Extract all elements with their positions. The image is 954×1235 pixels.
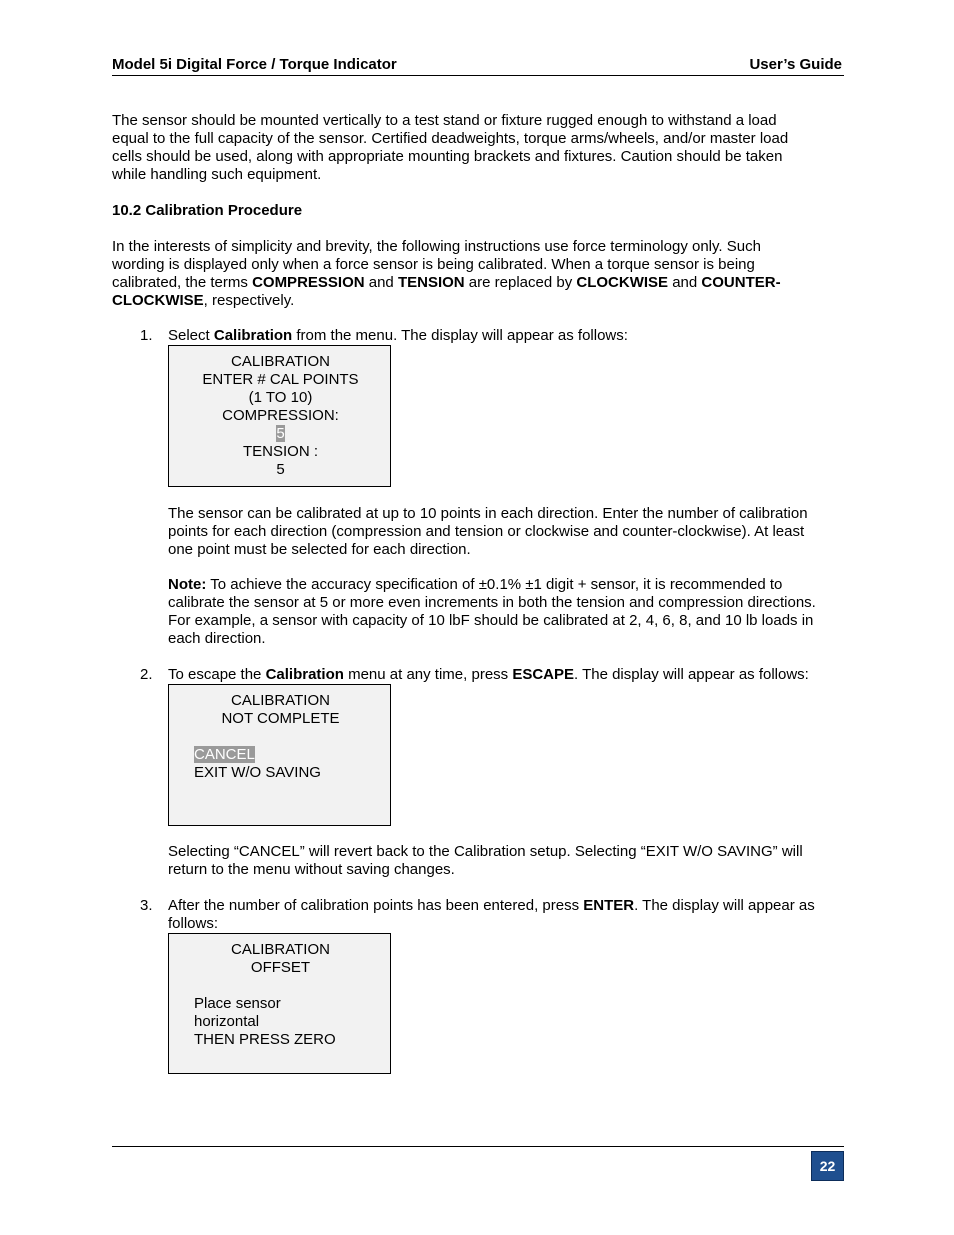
step-1-text: Select Calibration from the menu. The display will appear as follows: (168, 327, 628, 344)
exit-without-saving-option: EXIT W/O SAVING (194, 764, 321, 781)
guide-label: User’s Guide (749, 56, 842, 73)
tension-points-value: 5 (276, 461, 285, 478)
page-header (112, 56, 844, 74)
compression-points-value: 5 (276, 425, 285, 442)
page-number-badge: 22 (811, 1151, 844, 1181)
step-2-text: To escape the Calibration menu at any time, press ESCAPE. The display will appear as follows: (168, 666, 809, 683)
lcd-display-not-complete: CALIBRATION NOT COMPLETE CANCEL EXIT W/O SAVING (168, 684, 391, 826)
header-divider (112, 75, 844, 76)
step-1-description: The sensor can be calibrated at up to 10 points in each direction. Enter the number of calibration points for each direction (compression and tension or clockwise and counter-clockwise). At least one point must be selected for each direction. (168, 505, 808, 558)
section-heading: 10.2 Calibration Procedure (112, 202, 303, 219)
step-2-description: Selecting “CANCEL” will revert back to the Calibration setup. Selecting “EXIT W/O SAVING” will return to the menu without saving changes. (168, 843, 803, 878)
cancel-option: CANCEL (194, 746, 255, 763)
lcd-display-offset: CALIBRATION OFFSET Place sensor horizontal THEN PRESS ZERO (168, 933, 391, 1074)
step-number-1: 1. (140, 327, 153, 344)
step-3-text: After the number of calibration points has been entered, press ENTER. The display will appear as follows: (168, 897, 815, 932)
document-title: Model 5i Digital Force / Torque Indicator (112, 56, 397, 73)
step-number-3: 3. (140, 897, 153, 914)
accuracy-note: Note: To achieve the accuracy specification of ±0.1% ±1 digit + sensor, it is recommended to calibrate the sensor at 5 or more even increments in both the tension and compression directions. For example, a sensor with capacity of 10 lbF should be calibrated at 2, 4, 6, 8, and 10 lb loads in each direction. (168, 576, 816, 647)
step-number-2: 2. (140, 666, 153, 683)
section-paragraph: In the interests of simplicity and brevity, the following instructions use force terminology only. Such wording is displayed only when a force sensor is being calibrated. When a torque sensor is being calibrated, the terms COMPRESSION and TENSION are replaced by CLOCKWISE and COUNTER- CLOCKWISE, respectively. (112, 238, 781, 309)
intro-paragraph: The sensor should be mounted vertically to a test stand or fixture rugged enough to withstand a load equal to the full capacity of the sensor. Certified deadweights, torque arms/wheels, and/or master load cells should be used, along with appropriate mounting brackets and fixtures. Caution should be taken while handling such equipment. (112, 112, 789, 183)
lcd-display-cal-points: CALIBRATION ENTER # CAL POINTS (1 TO 10) COMPRESSION: 5 TENSION : 5 (168, 345, 391, 487)
footer-divider (112, 1146, 844, 1147)
